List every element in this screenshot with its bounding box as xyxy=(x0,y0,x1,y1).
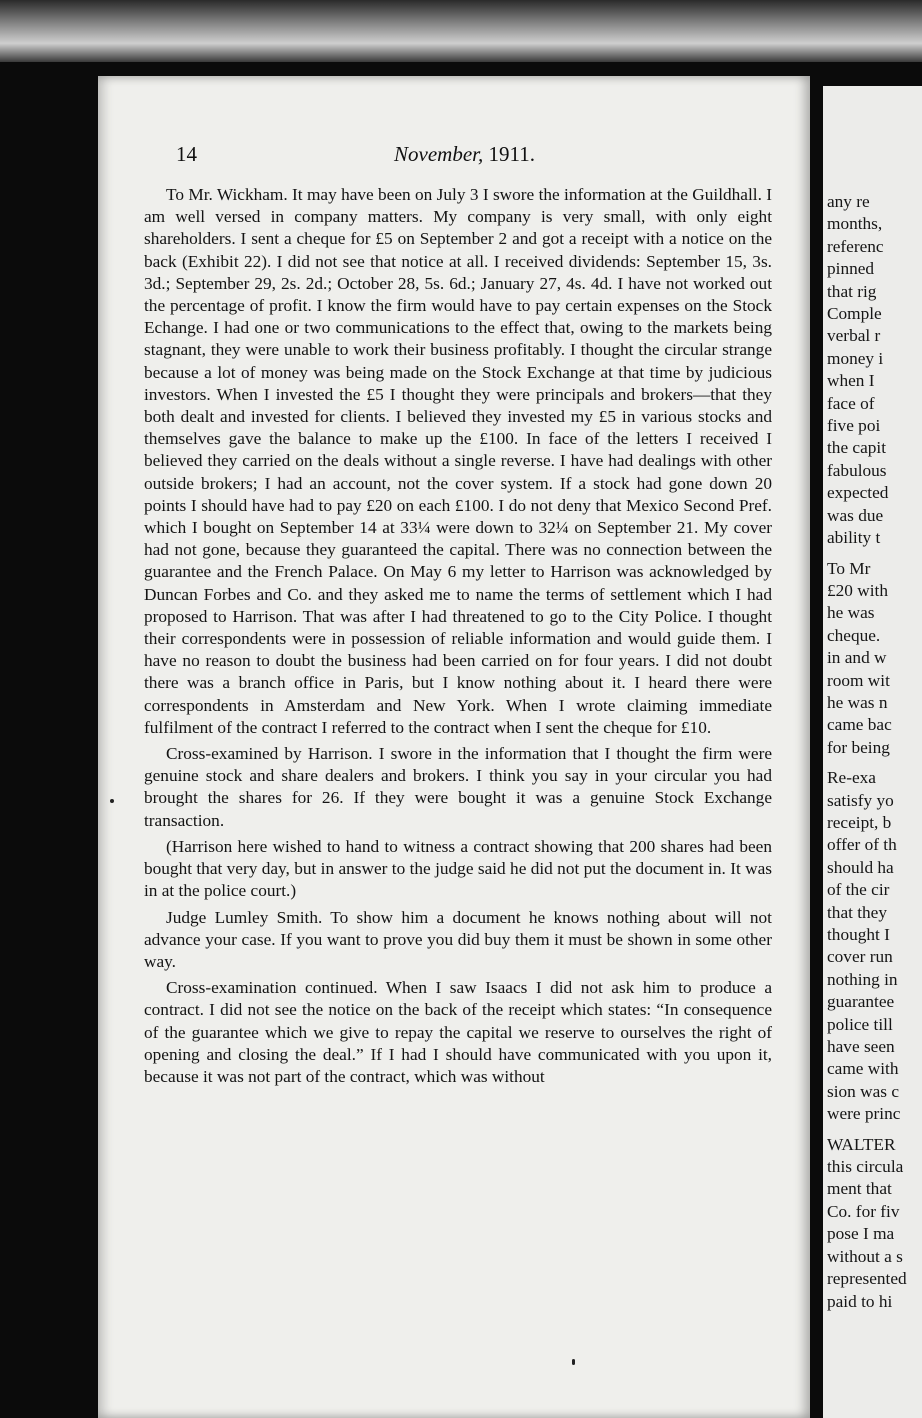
adjacent-page-line: Co. for fiv xyxy=(827,1201,900,1221)
adjacent-page-line: WALTER xyxy=(827,1134,896,1154)
adjacent-page-line: verbal r xyxy=(827,326,881,346)
adjacent-page-line: represented xyxy=(827,1269,907,1289)
page-number: 14 xyxy=(176,142,197,166)
adjacent-page-line: expected xyxy=(827,483,889,503)
adjacent-page-line: satisfy yo xyxy=(827,790,894,810)
adjacent-page-line: for being xyxy=(827,737,890,757)
document-page xyxy=(98,76,810,1418)
scan-speck xyxy=(572,1359,575,1365)
adjacent-page-line: Comple xyxy=(827,304,882,324)
adjacent-page-line: five poi xyxy=(827,416,881,436)
line-gap xyxy=(827,759,922,767)
adjacent-page-line: referenc xyxy=(827,236,884,256)
adjacent-page-line: room wit xyxy=(827,670,890,690)
adjacent-page-line: any re xyxy=(827,192,870,211)
paragraph: (Harrison here wished to hand to witness a contract showing that 200 shares had been bought that very day, but in answer to the judge said he did not put the document in. It was in at the police court.) xyxy=(144,836,772,901)
adjacent-page-line: he was n xyxy=(827,692,888,712)
running-head-month: November, xyxy=(394,142,484,166)
paragraph: Judge Lumley Smith. To show him a document he knows nothing about will not advance your case. If you want to prove you did buy them it must be shown in some other way. xyxy=(144,907,772,971)
adjacent-page-line: fabulous xyxy=(827,460,887,480)
adjacent-page-line: were princ xyxy=(827,1104,901,1124)
scan-top-edge xyxy=(0,0,922,62)
adjacent-page-line: pinned xyxy=(827,259,875,279)
paragraph: Cross-examined by Harrison. I swore in the information that I thought the firm were genuine stock and share dealers and brokers. I think you say in your circular you had brought the shares for 26. If they were bought it was a genuine Stock Exchange transaction. xyxy=(144,744,772,830)
adjacent-page-fragment xyxy=(823,86,922,1418)
page-header xyxy=(176,142,576,172)
adjacent-page-line: cover run xyxy=(827,947,893,967)
adjacent-page-line: he was xyxy=(827,603,875,623)
adjacent-page-line: came bac xyxy=(827,715,892,735)
adjacent-page-line: ment that xyxy=(827,1179,892,1199)
paragraph: Cross-examination continued. When I saw Isaacs I did not ask him to produce a contract. I did not see the notice on the back of the receipt which states: “In consequence of the guarantee which we give to repay the capital we reserve to ourselves the right of opening and closing the deal.” If I had I should have communicated with you upon it, because it was not part of the contract, which was without xyxy=(144,978,772,1086)
adjacent-page-line: without a s xyxy=(827,1246,903,1266)
line-gap xyxy=(827,1126,922,1134)
paragraph: To Mr. Wickham. It may have been on July 3 I swore the information at the Guildhall. I am well versed in company matters. My company is very small, with only eight shareholders. I sent a cheque for £5 on September 2 and got a receipt with a notice on the back (Exhibit 22). I did not see that notice at all. I received dividends: September 15, 3s. 3d.; September 29, 2s. 2d.; October 28, 5s. 6d.; January 27, 4s. 4d. I have not worked out the percentage of profit. I know the firm would have to pay certain expenses on the Stock Echange. I had one or two communications to the effect that, owing to the markets being stagnant, they were unable to work their business profitably. I thought the circular strange because a lot of money was being made on the Stock Exchange at that time by judicious investors. When I invested the £5 I thought they were principals and brokers—that they both dealt and invested for clients. I believed they invested my £5 in various stocks and themselves gave the balance to make up the £100. In face of the letters I received I believed they carried on the deals without a single reverse. I have had dealings with other outside brokers; I had an account, not the cover system. If a stock had gone down 20 points I should have had to pay £20 on each £100. I do not deny that Mexico Second Pref. which I bought on September 14 at 33¼ were down to 32¼ on September 21. My cover had not gone, because they guaranteed the capital. There was no connection between the guarantee and the French Palace. On May 6 my letter to Harrison was acknowledged by Duncan Forbes and Co. and they asked me to name the terms of settlement which I had proposed to Harrison. That was after I had threatened to go to the City Police. I thought their correspondents were in possession of reliable information and would guide them. I have no reason to doubt the business had been carried on for four years. I did not doubt there was a branch office in Paris, but I know nothing about it. I heard there were correspondents in Amsterdam and New York. When I wrote claiming immediate fulfilment of the contract I referred to the contract when I sent the cheque for £10. xyxy=(144,185,772,737)
adjacent-page-text xyxy=(827,191,922,1313)
adjacent-page-line: Re-exa xyxy=(827,768,876,788)
adjacent-page-line: cheque. xyxy=(827,625,881,645)
running-head-year: 1911. xyxy=(488,142,535,166)
body-text xyxy=(144,184,772,1092)
adjacent-page-line: came with xyxy=(827,1059,899,1079)
adjacent-page-line: the capit xyxy=(827,438,887,458)
adjacent-page-line: face of xyxy=(827,393,875,413)
line-gap xyxy=(827,550,922,558)
scan-speck xyxy=(110,799,114,803)
adjacent-page-line: that they xyxy=(827,902,887,922)
adjacent-page-line: should ha xyxy=(827,857,894,877)
adjacent-page-line: guarantee xyxy=(827,992,895,1012)
adjacent-page-line: sion was c xyxy=(827,1081,899,1101)
adjacent-page-line: offer of th xyxy=(827,835,897,855)
adjacent-page-line: pose I ma xyxy=(827,1224,895,1244)
adjacent-page-line: £20 with xyxy=(827,580,888,600)
adjacent-page-line: police till xyxy=(827,1014,893,1034)
adjacent-page-line: in and w xyxy=(827,648,887,668)
adjacent-page-line: thought I xyxy=(827,925,890,944)
adjacent-page-line: ability t xyxy=(827,528,881,548)
adjacent-page-line: that rig xyxy=(827,281,877,301)
running-head xyxy=(394,142,535,167)
adjacent-page-line: when I xyxy=(827,371,875,391)
adjacent-page-line: was due xyxy=(827,505,884,525)
adjacent-page-line: money i xyxy=(827,348,884,368)
adjacent-page-line: receipt, b xyxy=(827,812,892,832)
adjacent-page-line: paid to hi xyxy=(827,1291,893,1311)
adjacent-page-line: of the cir xyxy=(827,880,890,900)
adjacent-page-line: this circula xyxy=(827,1157,904,1177)
adjacent-page-line: nothing in xyxy=(827,969,898,989)
adjacent-page-line: To Mr xyxy=(827,558,871,578)
adjacent-page-line: have seen xyxy=(827,1037,895,1057)
adjacent-page-line: months, xyxy=(827,214,883,234)
